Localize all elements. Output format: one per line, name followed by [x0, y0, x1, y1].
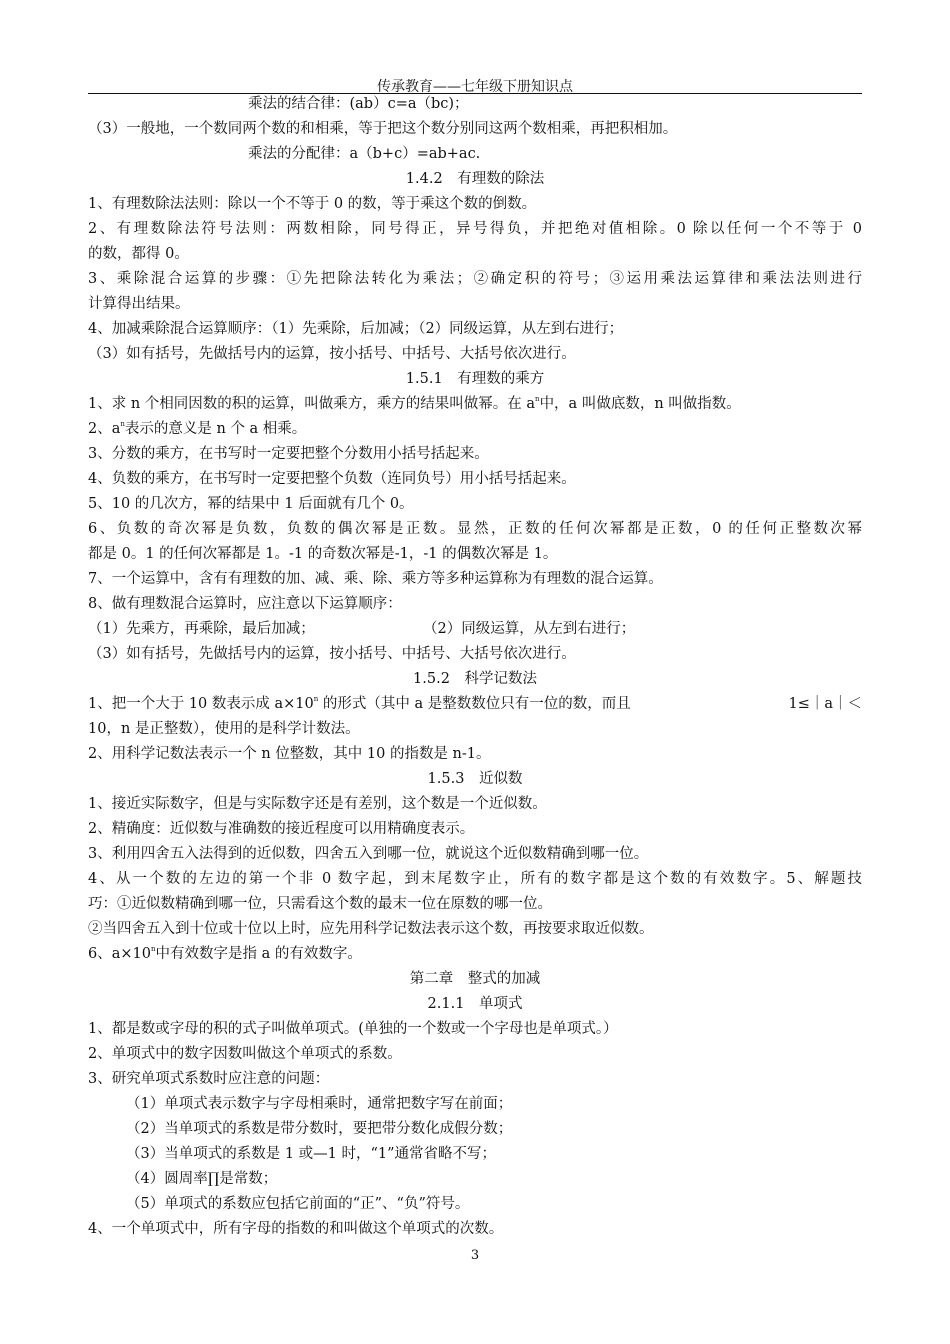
text-segment: 的形式（其中 a 是整数数位只有一位的数，而且	[318, 696, 631, 712]
text-line: 3、乘除混合运算的步骤：①先把除法转化为乘法；②确定积的符号；③运用乘法运算律和乘法法则进行	[88, 271, 862, 287]
exponent: n	[313, 695, 319, 703]
text-line: 巧：①近似数精确到哪一位，只需看这个数的最末一位在原数的哪一位。	[88, 896, 552, 912]
text-line: 7、一个运算中，含有有理数的加、减、乘、除、乘方等多种运算称为有理数的混合运算。	[88, 571, 663, 587]
text-line: 都是 0。1 的任何次幂都是 1。-1 的奇数次幂是-1，-1 的偶数次幂是 1。	[88, 546, 558, 562]
text-line: 5、10 的几次方，幂的结果中 1 后面就有几个 0。	[88, 496, 414, 512]
text-line: 6、负数的奇次幂是负数，负数的偶次幂是正数。显然，正数的任何次幂都是正数，0 的任何正整数次幂	[88, 521, 862, 537]
section-heading: 1.5.2 科学记数法	[413, 671, 537, 687]
text-segment: 1、把一个大于 10 数表示成 a×10	[88, 696, 314, 712]
text-line	[88, 617, 862, 642]
page-header: 传承教育——七年级下册知识点	[377, 79, 573, 95]
text-segment: 1、求 n 个相同因数的积的运算，叫做乘方，乘方的结果叫做幂。在 a	[88, 396, 536, 412]
text-segment: 中，a 叫做底数，n 叫做指数。	[539, 396, 741, 412]
text-line	[88, 692, 862, 717]
text-line: （3）当单项式的系数是 1 或—1 时，“1”通常省略不写；	[126, 1146, 497, 1162]
text-line: 乘法的结合律：(ab）c=a（bc)；	[248, 96, 469, 112]
text-line: 1、有理数除法法则：除以一个不等于 0 的数，等于乘这个数的倒数。	[88, 196, 537, 212]
page-number: 3	[470, 1248, 480, 1263]
exponent: n	[535, 395, 540, 403]
exponent: n	[120, 420, 125, 428]
document-body	[88, 92, 862, 1242]
text-segment: （2）同级运算，从左到右进行；	[423, 621, 636, 637]
exponent: n	[150, 945, 156, 953]
text-line: 计算得出结果。	[88, 296, 190, 312]
text-line	[88, 417, 862, 442]
text-line	[88, 942, 862, 967]
text-line: 4、负数的乘方，在书写时一定要把整个负数（连同负号）用小括号括起来。	[88, 471, 576, 487]
text-line: 10，n 是正整数），使用的是科学计数法。	[88, 721, 360, 737]
text-segment: 表示的意义是 n 个 a 相乘。	[124, 421, 307, 437]
text-segment: （1）先乘方，再乘除，最后加减；	[88, 621, 315, 637]
text-line: （3）如有括号，先做括号内的运算，按小括号、中括号、大括号依次进行。	[88, 346, 576, 362]
text-segment: 1≤｜a｜＜	[788, 696, 862, 712]
text-line: 3、分数的乘方，在书写时一定要把整个分数用小括号括起来。	[88, 446, 489, 462]
text-segment: 6、a×10	[88, 946, 151, 962]
text-line: （4）圆周率∏是常数；	[126, 1171, 278, 1187]
chapter-heading: 第二章 整式的加减	[409, 971, 541, 987]
section-heading: 1.5.1 有理数的乘方	[405, 371, 545, 387]
text-line: 8、做有理数混合运算时，应注意以下运算顺序：	[88, 596, 402, 612]
text-segment: 2、a	[88, 421, 121, 437]
text-line: 3、利用四舍五入法得到的近似数，四舍五入到哪一位，就说这个近似数精确到哪一位。	[88, 846, 649, 862]
text-line: 乘法的分配律：a（b+c）=ab+ac.	[248, 146, 481, 162]
section-heading: 1.4.2 有理数的除法	[405, 171, 545, 187]
text-line: （2）当单项式的系数是带分数时，要把带分数化成假分数；	[126, 1121, 513, 1137]
text-line: 1、接近实际数字，但是与实际数字还是有差别，这个数是一个近似数。	[88, 796, 547, 812]
text-line: ②当四舍五入到十位或十位以上时，应先用科学记数法表示这个数，再按要求取近似数。	[88, 921, 654, 937]
text-line: （5）单项式的系数应包括它前面的“正”、“负”符号。	[126, 1196, 470, 1212]
text-line: 2、用科学记数法表示一个 n 位整数，其中 10 的指数是 n-1。	[88, 746, 491, 762]
text-line: 的数，都得 0。	[88, 246, 189, 262]
text-line: 4、一个单项式中，所有字母的指数的和叫做这个单项式的次数。	[88, 1221, 504, 1237]
text-segment: 中有效数字是指 a 的有效数字。	[155, 946, 362, 962]
text-line: 3、研究单项式系数时应注意的问题：	[88, 1071, 330, 1087]
text-line: 4、从一个数的左边的第一个非 0 数字起，到末尾数字止，所有的数字都是这个数的有效数字。5、解题技	[88, 871, 862, 887]
text-line: 4、加减乘除混合运算顺序：（1）先乘除，后加减；（2）同级运算，从左到右进行；	[88, 321, 624, 337]
text-line	[88, 392, 862, 417]
text-line: （3）一般地，一个数同两个数的和相乘，等于把这个数分别同这两个数相乘，再把积相加。	[88, 121, 678, 137]
section-heading: 2.1.1 单项式	[427, 996, 523, 1012]
text-line: （3）如有括号，先做括号内的运算，按小括号、中括号、大括号依次进行。	[88, 646, 576, 662]
text-line: 2、单项式中的数字因数叫做这个单项式的系数。	[88, 1046, 402, 1062]
text-line: 2、有理数除法符号法则：两数相除，同号得正，异号得负，并把绝对值相除。0 除以任何一个不等于 0	[88, 221, 862, 237]
text-line: 1、都是数或字母的积的式子叫做单项式。(单独的一个数或一个字母也是单项式。）	[88, 1021, 618, 1037]
section-heading: 1.5.3 近似数	[427, 771, 523, 787]
text-line: （1）单项式表示数字与字母相乘时，通常把数字写在前面；	[126, 1096, 513, 1112]
text-line: 2、精确度：近似数与准确数的接近程度可以用精确度表示。	[88, 821, 475, 837]
